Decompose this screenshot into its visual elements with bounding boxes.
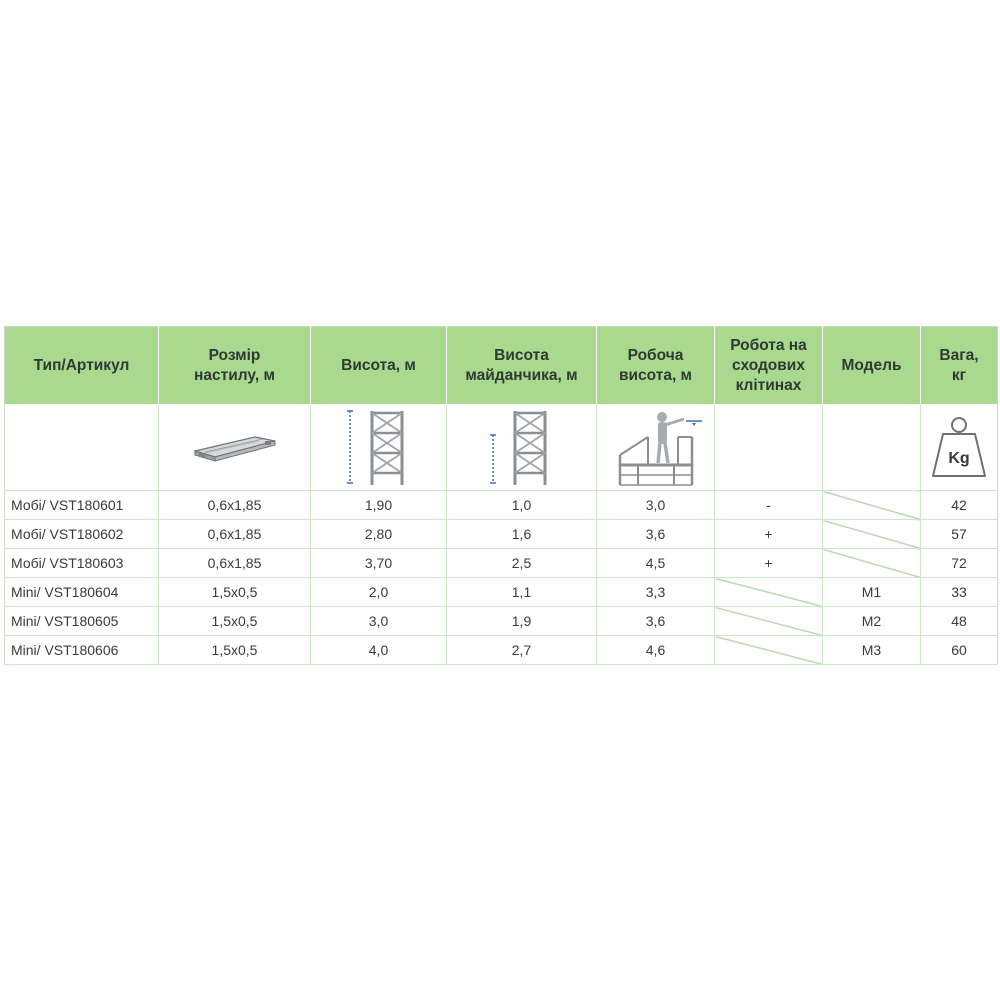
cell-deck-size: 0,6x1,85 xyxy=(159,491,311,520)
cell-model: M3 xyxy=(823,636,921,665)
scaffold-spec-table xyxy=(4,326,998,665)
cell-deck-size: 1,5x0,5 xyxy=(159,578,311,607)
cell-deck-size: 1,5x0,5 xyxy=(159,607,311,636)
icon-row xyxy=(5,404,998,491)
weight-kg-icon xyxy=(931,416,987,478)
icon-cell-deck xyxy=(159,404,311,491)
cell-weight: 48 xyxy=(921,607,998,636)
cell-article: Мобі/ VST180601 xyxy=(5,491,159,520)
cell-model: M1 xyxy=(823,578,921,607)
table-row xyxy=(5,607,998,636)
cell-platform-height: 1,0 xyxy=(447,491,597,520)
cell-article: Mini/ VST180605 xyxy=(5,607,159,636)
cell-stairwell xyxy=(715,636,823,665)
cell-model xyxy=(823,491,921,520)
cell-article: Мобі/ VST180602 xyxy=(5,520,159,549)
cell-height: 2,0 xyxy=(311,578,447,607)
cell-height: 4,0 xyxy=(311,636,447,665)
header-deck-size: Розмір настилу, м xyxy=(159,327,311,405)
cell-platform-height: 1,9 xyxy=(447,607,597,636)
cell-deck-size: 0,6x1,85 xyxy=(159,520,311,549)
cell-working-height: 3,6 xyxy=(597,607,715,636)
icon-cell-empty xyxy=(5,404,159,491)
table-header-row xyxy=(5,327,998,405)
icon-cell-model xyxy=(823,404,921,491)
table-row xyxy=(5,520,998,549)
icon-cell-weight xyxy=(921,404,998,491)
cell-stairwell: - xyxy=(715,491,823,520)
header-stairwell: Робота на сходових клітинах xyxy=(715,327,823,405)
header-working-height: Робоча висота, м xyxy=(597,327,715,405)
cell-platform-height: 1,1 xyxy=(447,578,597,607)
cell-article: Mini/ VST180604 xyxy=(5,578,159,607)
cell-stairwell xyxy=(715,578,823,607)
cell-working-height: 3,3 xyxy=(597,578,715,607)
cell-model xyxy=(823,549,921,578)
cell-article: Мобі/ VST180603 xyxy=(5,549,159,578)
cell-model xyxy=(823,520,921,549)
cell-stairwell xyxy=(715,607,823,636)
icon-cell-stairwell xyxy=(715,404,823,491)
cell-height: 2,80 xyxy=(311,520,447,549)
header-platform-height: Висота майданчика, м xyxy=(447,327,597,405)
worker-on-scaffold-icon xyxy=(608,407,704,487)
deck-platform-icon xyxy=(189,427,281,467)
cell-working-height: 4,5 xyxy=(597,549,715,578)
cell-weight: 72 xyxy=(921,549,998,578)
table-row xyxy=(5,578,998,607)
icon-cell-platform-height xyxy=(447,404,597,491)
cell-working-height: 3,0 xyxy=(597,491,715,520)
table-row xyxy=(5,549,998,578)
table-row xyxy=(5,636,998,665)
cell-deck-size: 1,5x0,5 xyxy=(159,636,311,665)
cell-weight: 57 xyxy=(921,520,998,549)
icon-cell-working-height xyxy=(597,404,715,491)
weight-kg-label: Kg xyxy=(948,450,970,467)
table-row xyxy=(5,491,998,520)
cell-height: 1,90 xyxy=(311,491,447,520)
cell-article: Mini/ VST180606 xyxy=(5,636,159,665)
cell-model: M2 xyxy=(823,607,921,636)
cell-weight: 33 xyxy=(921,578,998,607)
cell-stairwell: + xyxy=(715,520,823,549)
header-model: Модель xyxy=(823,327,921,405)
cell-working-height: 3,6 xyxy=(597,520,715,549)
table-body xyxy=(5,491,998,665)
cell-height: 3,70 xyxy=(311,549,447,578)
scaffold-height-icon xyxy=(344,407,414,487)
cell-height: 3,0 xyxy=(311,607,447,636)
cell-stairwell: + xyxy=(715,549,823,578)
spec-table-container xyxy=(4,326,997,665)
icon-cell-height xyxy=(311,404,447,491)
header-weight: Вага, кг xyxy=(921,327,998,405)
cell-platform-height: 1,6 xyxy=(447,520,597,549)
scaffold-platform-height-icon xyxy=(487,407,557,487)
cell-weight: 60 xyxy=(921,636,998,665)
cell-deck-size: 0,6x1,85 xyxy=(159,549,311,578)
cell-weight: 42 xyxy=(921,491,998,520)
header-height: Висота, м xyxy=(311,327,447,405)
cell-platform-height: 2,5 xyxy=(447,549,597,578)
cell-platform-height: 2,7 xyxy=(447,636,597,665)
cell-working-height: 4,6 xyxy=(597,636,715,665)
header-article: Тип/Артикул xyxy=(5,327,159,405)
